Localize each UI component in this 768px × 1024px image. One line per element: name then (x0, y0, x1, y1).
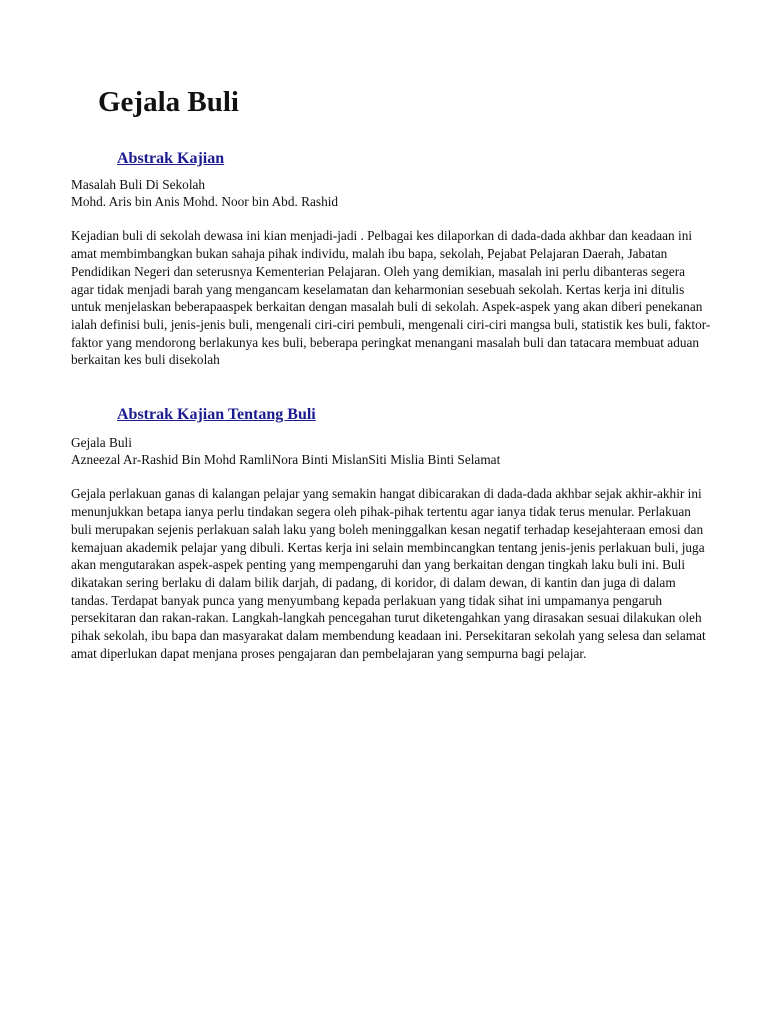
page-title: Gejala Buli (98, 86, 239, 118)
abstract-link-2[interactable]: Abstrak Kajian Tentang Buli (117, 406, 316, 423)
author-line-2: Azneezal Ar-Rashid Bin Mohd RamliNora Binti MislanSiti Mislia Binti Selamat (71, 452, 501, 468)
abstract-section-2 (71, 404, 711, 676)
abstract-paragraph-2: Gejala perlakuan ganas di kalangan pelajar yang semakin hangat dibicarakan di dada-dada akhbar sejak akhir-akhir ini menunjukkan betapa ianya perlu tindakan segera oleh pihak-pihak tertentu agar ianya tidak terus menular. Perlakuan buli merupakan sejenis perlakuan salah laku yang boleh meninggalkan kesan negatif terhadap kesejahteraan emosi dan kemajuan akademik pelajar yang dibuli. Kertas kerja ini selain membincangkan tentang jenis-jenis perlakuan buli, juga akan mengutarakan aspek-aspek penting yang mempengaruhi dan yang berkaitan dengan tingkah laku buli ini. Buli dikatakan sering berlaku di dalam bilik darjah, di padang, di koridor, di dalam dewan, di kantin dan juga di dalam tandas. Terdapat banyak punca yang menyumbang kepada perlakuan yang tidak sihat ini umpamanya pengaruh persekitaran dan rakan-rakan. Langkah-langkah pencegahan turut diketengahkan yang dirasakan sesuai dilakukan oleh pihak sekolah, ibu bapa dan masyarakat dalam membendung keadaan ini. Persekitaran sekolah yang selesa dan selamat amat diperlukan dapat menjana proses pengajaran dan pembelajaran yang sempurna bagi pelajar. (71, 486, 706, 661)
author-line-1: Mohd. Aris bin Anis Mohd. Noor bin Abd. Rashid (71, 194, 339, 210)
abstract-section-1 (71, 148, 711, 382)
abstract-paragraph-1: Kejadian buli di sekolah dewasa ini kian menjadi-jadi . Pelbagai kes dilaporkan di dada-dada akhbar dan keadaan ini amat membimbangkan bukan sahaja pihak individu, malah ibu bapa, sekolah, Pejabat Pelajaran Daerah, Jabatan Pendidikan Negeri dan seterusnya Kementerian Pelajaran. Oleh yang demikian, masalah ini perlu dibanteras segera agar tidak menjadi barah yang mengancam keselamatan dan keharmonian sesebuah sekolah. Kertas kerja ini ditulis untuk menjelaskan beberapaaspek berkaitan dengan masalah buli di sekolah. Aspek-aspek yang akan diberi penekanan ialah definisi buli, jenis-jenis buli, mengenali ciri-ciri pembuli, mengenali ciri-ciri mangsa buli, statistik kes buli, faktor-faktor yang mendorong berlakunya kes buli, beberapa peringkat menangani masalah buli dan tatacara membuat aduan berkaitan kes buli disekolah (71, 228, 711, 368)
paper-title-2: Gejala Buli (71, 435, 132, 450)
abstract-meta-1 (71, 176, 711, 210)
paper-title-1: Masalah Buli Di Sekolah (71, 177, 206, 192)
abstract-meta-2 (71, 434, 711, 468)
abstract-link-1[interactable]: Abstrak Kajian (117, 150, 225, 167)
